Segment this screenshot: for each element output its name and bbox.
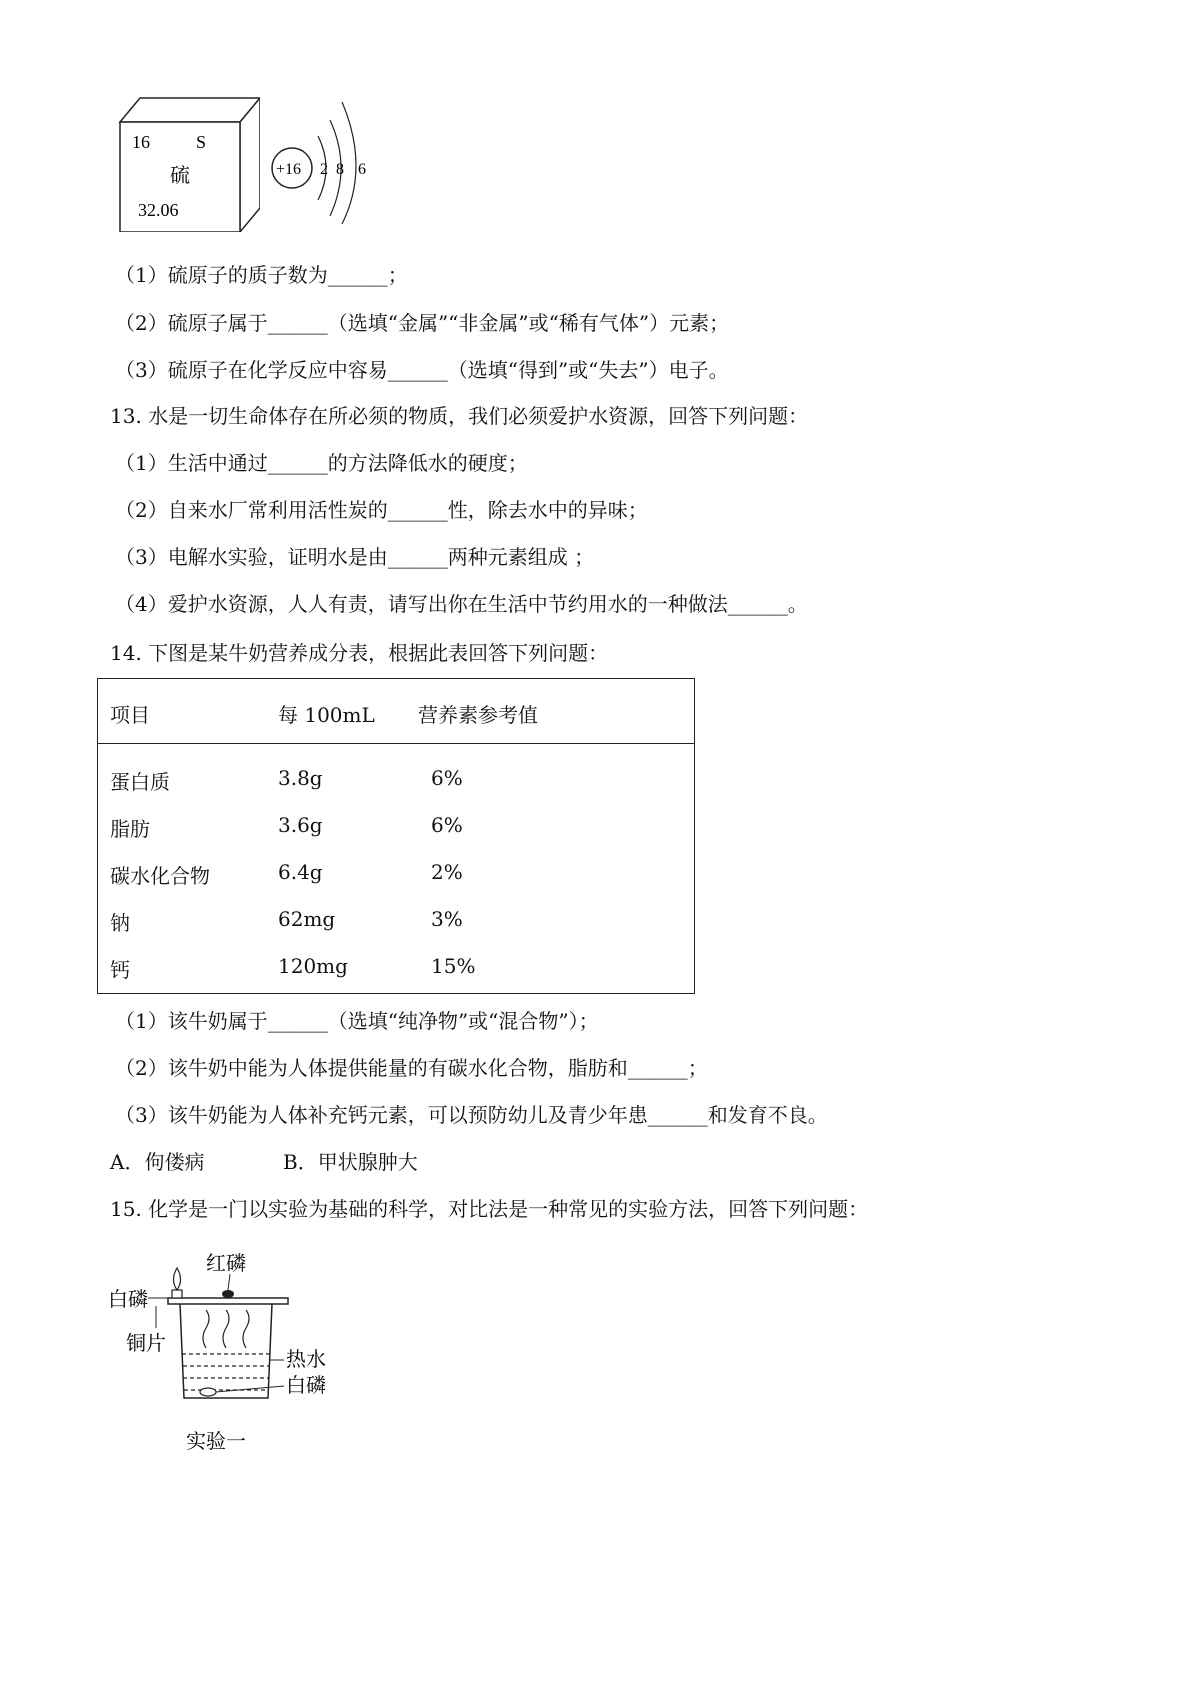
header-nrv: 营养素参考值 [418, 703, 538, 727]
row-protein-nrv: 6% [431, 766, 463, 790]
label-white-phosphorus-top: 白磷 [108, 1287, 148, 1311]
header-item: 项目 [110, 703, 150, 727]
experiment-caption: 实验一 [186, 1429, 246, 1453]
row-fat-nrv: 6% [431, 813, 463, 837]
nutrition-table-header [98, 679, 694, 744]
row-sodium-nrv: 3% [431, 907, 463, 931]
row-protein-amount: 3.8g [278, 766, 323, 790]
shell-1-electrons: 2 [320, 161, 328, 178]
q14-option-b: B．甲状腺肿大 [283, 1150, 418, 1174]
nutrition-table [97, 678, 695, 994]
row-calcium-nrv: 15% [431, 954, 476, 978]
element-symbol: S [196, 132, 207, 152]
row-sodium-name: 钠 [110, 911, 130, 935]
q12-item-1: （1）硫原子的质子数为______； [115, 263, 408, 287]
q12-item-3: （3）硫原子在化学反应中容易______（选填“得到”或“失去”）电子。 [115, 358, 729, 382]
row-protein-name: 蛋白质 [110, 770, 170, 794]
row-sodium-amount: 62mg [278, 907, 336, 931]
row-calcium-name: 钙 [110, 958, 130, 982]
q13-item-4: （4）爱护水资源，人人有责，请写出你在生活中节约用水的一种做法______。 [115, 592, 808, 616]
q13-item-2: （2）自来水厂常利用活性炭的______性，除去水中的异味； [115, 498, 648, 522]
q14-option-a: A．佝偻病 [110, 1150, 205, 1174]
label-copper-plate: 铜片 [126, 1331, 166, 1355]
q14-stem: 14. 下图是某牛奶营养成分表，根据此表回答下列问题： [110, 641, 609, 665]
atomic-mass: 32.06 [138, 200, 179, 220]
label-red-phosphorus: 红磷 [206, 1251, 246, 1275]
label-white-phosphorus-bottom: 白磷 [286, 1373, 326, 1397]
header-per-100ml: 每 100mL [278, 703, 375, 727]
row-fat-amount: 3.6g [278, 813, 323, 837]
q12-item-2: （2）硫原子属于______（选填“金属”“非金属”或“稀有气体”）元素； [115, 311, 730, 335]
sulfur-atom-structure-diagram [268, 96, 378, 226]
q13-stem: 13. 水是一切生命体存在所必须的物质，我们必须爱护水资源，回答下列问题： [110, 404, 809, 428]
q14-item-3: （3）该牛奶能为人体补充钙元素，可以预防幼儿及青少年患______和发育不良。 [115, 1103, 828, 1127]
q14-item-2: （2）该牛奶中能为人体提供能量的有碳水化合物，脂肪和______； [115, 1056, 708, 1080]
atomic-number: 16 [132, 132, 150, 152]
element-name: 硫 [170, 163, 190, 187]
row-carb-nrv: 2% [431, 860, 463, 884]
shell-2-electrons: 8 [336, 161, 344, 178]
row-carb-name: 碳水化合物 [110, 864, 210, 888]
row-carb-amount: 6.4g [278, 860, 323, 884]
q15-stem: 15. 化学是一门以实验为基础的科学，对比法是一种常见的实验方法，回答下列问题： [110, 1197, 869, 1221]
shell-3-electrons: 6 [358, 161, 366, 178]
label-hot-water: 热水 [286, 1347, 326, 1371]
q13-item-1: （1）生活中通过______的方法降低水的硬度； [115, 451, 528, 475]
experiment-one-diagram [108, 1248, 348, 1468]
nucleus-charge: +16 [276, 161, 302, 178]
sulfur-element-card [110, 92, 260, 232]
q13-item-3: （3）电解水实验，证明水是由______两种元素组成 ； [115, 545, 595, 569]
row-fat-name: 脂肪 [110, 817, 150, 841]
row-calcium-amount: 120mg [278, 954, 348, 978]
q14-item-1: （1）该牛奶属于______（选填“纯净物”或“混合物”）； [115, 1009, 599, 1033]
